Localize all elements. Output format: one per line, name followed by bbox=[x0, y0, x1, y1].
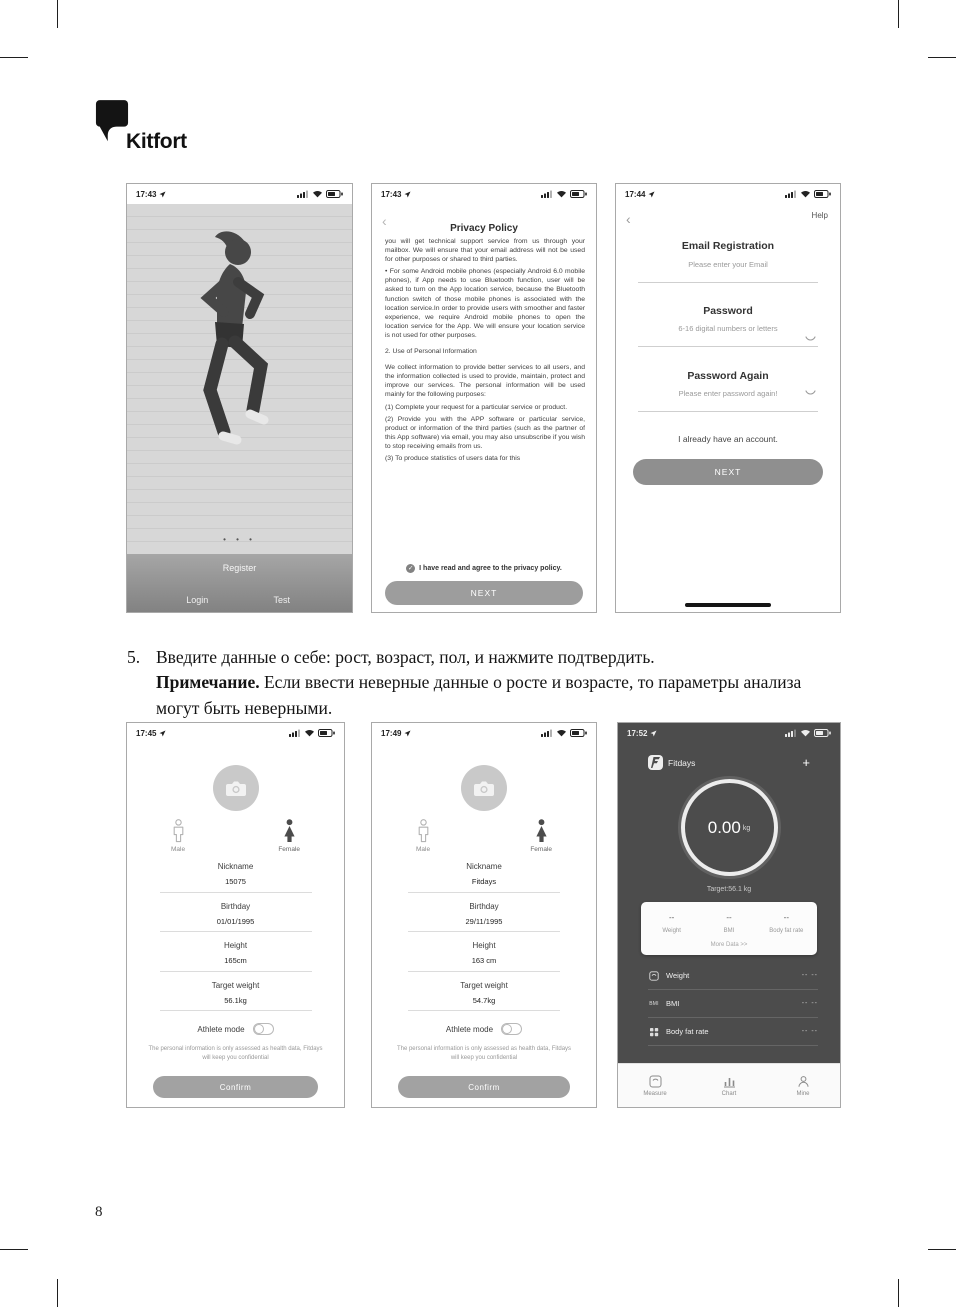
avatar-camera-button[interactable] bbox=[461, 765, 507, 811]
next-button[interactable]: NEXT bbox=[385, 581, 583, 605]
privacy-note: The personal information is only assessed as health data, Fitdays will keep you confidential bbox=[396, 1046, 572, 1061]
body-fat-grid-icon bbox=[648, 1027, 660, 1037]
register-button[interactable]: Register bbox=[222, 563, 257, 573]
status-time: 17:49 bbox=[381, 728, 402, 738]
card-value: -- bbox=[783, 913, 789, 922]
more-data-link[interactable]: More Data >> bbox=[710, 942, 748, 948]
measure-icon bbox=[649, 1075, 662, 1088]
screen-dashboard bbox=[617, 722, 841, 1108]
male-icon bbox=[417, 819, 430, 843]
page-dots: • • • bbox=[223, 535, 256, 544]
status-bar bbox=[616, 184, 840, 204]
trim-mark bbox=[0, 57, 28, 58]
field-value: 01/01/1995 bbox=[216, 916, 255, 926]
trim-mark bbox=[898, 1279, 899, 1307]
screen-registration bbox=[615, 183, 841, 613]
privacy-header bbox=[372, 213, 596, 236]
card-col-weight bbox=[643, 913, 700, 934]
battery-icon bbox=[570, 190, 587, 198]
card-value: -- bbox=[726, 913, 732, 922]
step-text: Введите данные о себе: рост, возраст, пол, и нажмите подтвердить. bbox=[156, 647, 655, 667]
privacy-paragraph: (1) Complete your request for a particular service or product. bbox=[385, 403, 568, 411]
female-icon bbox=[534, 819, 549, 843]
home-indicator bbox=[685, 603, 771, 607]
add-button[interactable]: + bbox=[802, 755, 810, 770]
signal-icon bbox=[785, 729, 797, 737]
female-label: Female bbox=[278, 846, 300, 853]
status-bar bbox=[372, 723, 596, 743]
dashboard-header bbox=[648, 755, 810, 770]
field-value: 54.7kg bbox=[472, 995, 496, 1005]
password-again-input[interactable]: Please enter password again! bbox=[678, 389, 778, 398]
battery-icon bbox=[814, 190, 831, 198]
field-label: Nickname bbox=[466, 862, 502, 871]
gender-option-male[interactable] bbox=[171, 819, 185, 853]
signal-icon bbox=[289, 729, 301, 737]
status-time: 17:45 bbox=[136, 728, 157, 738]
field-label: Height bbox=[472, 941, 496, 950]
wifi-icon bbox=[800, 729, 811, 737]
runner-photo bbox=[127, 204, 352, 554]
field-value: 29/11/1995 bbox=[465, 916, 503, 926]
field-birthday[interactable] bbox=[160, 903, 312, 933]
metric-label: Body fat rate bbox=[666, 1027, 709, 1036]
field-height[interactable] bbox=[160, 942, 312, 972]
female-icon bbox=[282, 819, 297, 843]
password-input[interactable]: 6-16 digital numbers or letters bbox=[678, 324, 778, 333]
screen-privacy-policy bbox=[371, 183, 597, 613]
status-time: 17:43 bbox=[136, 189, 157, 199]
email-underline bbox=[638, 282, 818, 283]
back-icon[interactable]: ‹ bbox=[382, 213, 387, 229]
wifi-icon bbox=[800, 190, 811, 198]
test-button[interactable]: Test bbox=[273, 595, 290, 605]
gender-option-female[interactable] bbox=[530, 819, 552, 853]
screen-welcome bbox=[126, 183, 353, 613]
welcome-actions bbox=[127, 554, 352, 612]
battery-icon bbox=[318, 729, 335, 737]
wifi-icon bbox=[556, 190, 567, 198]
email-registration-title: Email Registration bbox=[681, 240, 775, 252]
location-arrow-icon bbox=[650, 730, 657, 737]
battery-icon bbox=[326, 190, 343, 198]
email-input[interactable]: Please enter your Email bbox=[688, 260, 768, 269]
agree-label: I have read and agree to the privacy policy. bbox=[419, 565, 562, 572]
location-arrow-icon bbox=[159, 730, 166, 737]
privacy-title: Privacy Policy bbox=[450, 223, 518, 234]
help-link[interactable]: Help bbox=[811, 211, 828, 220]
field-value: Fitdays bbox=[471, 877, 497, 886]
summary-card bbox=[641, 902, 817, 955]
note-text: Если ввести неверные данные о росте и возрасте, то параметры анализа могут быть неверными. bbox=[156, 672, 802, 718]
card-label: Body fat rate bbox=[769, 928, 804, 934]
step-note bbox=[156, 670, 824, 721]
status-bar bbox=[127, 184, 352, 204]
status-bar bbox=[127, 723, 344, 743]
metric-label: Weight bbox=[666, 971, 690, 980]
trim-mark bbox=[928, 57, 956, 58]
field-target-weight[interactable] bbox=[408, 982, 560, 1012]
agree-row bbox=[372, 564, 596, 573]
field-value: 163 cm bbox=[471, 956, 497, 965]
nav-tab-measure[interactable] bbox=[618, 1075, 692, 1097]
metric-row-weight[interactable] bbox=[648, 962, 818, 990]
weight-unit: kg bbox=[742, 824, 751, 832]
privacy-paragraph: you will get technical support service from us through your mailbox. We will ensure that your email address will not be used for other purposes or shared to third parties. bbox=[385, 238, 585, 264]
app-name: Fitdays bbox=[668, 757, 696, 768]
female-label: Female bbox=[530, 846, 552, 853]
athlete-mode-toggle[interactable] bbox=[253, 1023, 274, 1035]
nav-tab-chart[interactable] bbox=[692, 1075, 766, 1097]
gender-option-male[interactable] bbox=[416, 819, 430, 853]
field-label: Height bbox=[223, 941, 248, 950]
password-eye-icon[interactable] bbox=[805, 336, 816, 342]
field-height[interactable] bbox=[408, 942, 560, 972]
field-label: Birthday bbox=[220, 901, 251, 911]
signal-icon bbox=[785, 190, 797, 198]
gender-select bbox=[127, 819, 344, 853]
battery-icon bbox=[814, 729, 831, 737]
instruction-step-5 bbox=[127, 645, 824, 721]
password-underline bbox=[638, 346, 818, 347]
gender-option-female[interactable] bbox=[278, 819, 300, 853]
signal-icon bbox=[297, 190, 309, 198]
field-label: Target weight bbox=[460, 980, 508, 990]
trim-mark bbox=[0, 1249, 28, 1250]
trim-mark bbox=[898, 0, 899, 28]
wifi-icon bbox=[312, 190, 323, 198]
page-number: 8 bbox=[95, 1204, 103, 1220]
card-label: Weight bbox=[662, 928, 681, 934]
male-label: Male bbox=[416, 846, 431, 853]
password-again-eye-icon[interactable] bbox=[805, 390, 816, 396]
password-again-underline bbox=[638, 411, 818, 412]
privacy-paragraph: (3) To produce statistics of users data for this bbox=[385, 454, 521, 462]
runner-silhouette bbox=[165, 212, 315, 542]
privacy-paragraph: (2) Provide you with the APP software or particular service, product or information of the third parties (such as the partner of this App software) via email, you may also unsubscribe if you wish to stop receiving emails from us. bbox=[385, 415, 585, 450]
location-arrow-icon bbox=[159, 191, 166, 198]
metric-label: BMI bbox=[666, 999, 680, 1008]
metric-value: -- -- bbox=[801, 1000, 818, 1007]
athlete-mode-row bbox=[127, 1023, 344, 1035]
toggle-knob bbox=[502, 1024, 512, 1034]
field-label: Target weight bbox=[211, 980, 260, 990]
nav-label: Chart bbox=[721, 1090, 737, 1097]
person-icon bbox=[797, 1075, 810, 1088]
scale-icon bbox=[648, 971, 660, 981]
screen-profile-1 bbox=[126, 722, 345, 1108]
privacy-section-heading: 2. Use of Personal Information bbox=[385, 348, 477, 356]
field-birthday[interactable] bbox=[408, 903, 560, 933]
athlete-mode-label: Athlete mode bbox=[197, 1024, 245, 1034]
wifi-icon bbox=[304, 729, 315, 737]
kitfort-logo-icon bbox=[95, 98, 129, 147]
login-button[interactable]: Login bbox=[186, 595, 209, 605]
step-number: 5. bbox=[127, 647, 141, 667]
toggle-knob bbox=[254, 1024, 264, 1034]
nav-label: Mine bbox=[796, 1090, 810, 1097]
trim-mark bbox=[928, 1249, 956, 1250]
privacy-paragraph: We collect information to provide better services to all users, and the information collected is used to provide, maintain, protect and improve our services. The personal information will be used mainly for the following purposes: bbox=[385, 364, 585, 399]
wifi-icon bbox=[556, 729, 567, 737]
field-value: 165cm bbox=[224, 956, 247, 965]
trim-mark bbox=[57, 1279, 58, 1307]
card-col-bmi bbox=[700, 913, 757, 934]
target-weight-label: Target:56.1 kg bbox=[706, 886, 752, 893]
card-col-bodyfat bbox=[758, 913, 815, 934]
password-title: Password bbox=[703, 305, 753, 317]
brand-name: Kitfort bbox=[126, 130, 187, 153]
trim-mark bbox=[57, 0, 58, 28]
field-value: 56.1kg bbox=[224, 995, 247, 1005]
athlete-mode-toggle[interactable] bbox=[501, 1023, 522, 1035]
password-again-title: Password Again bbox=[687, 370, 769, 382]
chart-icon bbox=[723, 1075, 736, 1088]
agree-checkbox[interactable]: ✓ bbox=[407, 565, 414, 572]
field-label: Nickname bbox=[217, 862, 254, 871]
camera-icon bbox=[225, 780, 247, 797]
have-account-link[interactable]: I already have an account. bbox=[678, 434, 778, 444]
card-label: BMI bbox=[723, 928, 735, 934]
card-value: -- bbox=[669, 913, 675, 922]
status-bar bbox=[618, 723, 840, 743]
status-time: 17:44 bbox=[625, 189, 646, 199]
status-bar bbox=[372, 184, 596, 204]
bottom-nav bbox=[618, 1063, 840, 1107]
back-icon[interactable]: ‹ bbox=[626, 211, 631, 227]
field-nickname[interactable] bbox=[408, 863, 560, 893]
metric-list bbox=[648, 962, 818, 1046]
avatar-camera-button[interactable] bbox=[213, 765, 259, 811]
confirm-button[interactable]: Confirm bbox=[153, 1076, 318, 1098]
field-value: 15075 bbox=[225, 877, 246, 886]
field-label: Birthday bbox=[469, 901, 499, 911]
bmi-icon: BMI bbox=[649, 1000, 659, 1007]
next-button[interactable]: NEXT bbox=[633, 459, 823, 485]
male-label: Male bbox=[171, 846, 186, 853]
fitdays-logo-icon bbox=[648, 755, 663, 770]
signal-icon bbox=[541, 190, 553, 198]
weight-gauge bbox=[681, 779, 778, 876]
note-label: Примечание. bbox=[156, 672, 260, 693]
metric-value: -- -- bbox=[801, 972, 818, 979]
metric-row-bodyfat[interactable] bbox=[648, 1018, 818, 1046]
nav-tab-mine[interactable] bbox=[766, 1075, 840, 1097]
gender-select bbox=[372, 819, 596, 853]
athlete-mode-label: Athlete mode bbox=[445, 1024, 494, 1034]
privacy-paragraph: • For some Android mobile phones (especially Android 6.0 mobile phones), if App needs to use Bluetooth function, user will be asked to turn on the App location service, because the Bluetooth function switch of those mobile phones is associated with the location service.In order to provide users with smoother and faster experience, we require Android mobile phones to open the location service for the App. We will ensure your location service is not used for other purposes. bbox=[385, 268, 585, 339]
privacy-note: The personal information is only assessed as health data, Fitdays will keep you confidential bbox=[148, 1046, 323, 1061]
screen-profile-2 bbox=[371, 722, 597, 1108]
location-arrow-icon bbox=[404, 730, 411, 737]
metric-value: -- -- bbox=[801, 1028, 818, 1035]
weight-value: 0.00 bbox=[707, 817, 741, 837]
status-time: 17:52 bbox=[627, 728, 648, 738]
field-nickname[interactable] bbox=[160, 863, 312, 893]
nav-label: Measure bbox=[643, 1090, 667, 1097]
signal-icon bbox=[541, 729, 553, 737]
location-arrow-icon bbox=[648, 191, 655, 198]
status-time: 17:43 bbox=[381, 189, 402, 199]
field-target-weight[interactable] bbox=[160, 982, 312, 1012]
privacy-text[interactable] bbox=[385, 237, 585, 550]
camera-icon bbox=[473, 780, 495, 797]
battery-icon bbox=[570, 729, 587, 737]
confirm-button[interactable]: Confirm bbox=[398, 1076, 570, 1098]
athlete-mode-row bbox=[372, 1023, 596, 1035]
male-icon bbox=[172, 819, 185, 843]
location-arrow-icon bbox=[404, 191, 411, 198]
metric-row-bmi[interactable] bbox=[648, 990, 818, 1018]
